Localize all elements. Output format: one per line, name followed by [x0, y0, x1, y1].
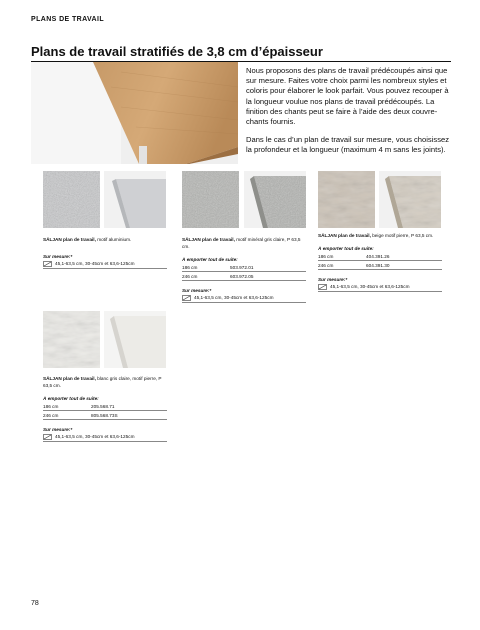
custom-row — [182, 294, 306, 303]
custom-label: Sur mesure:* — [318, 277, 348, 282]
edge-white-stone — [104, 311, 166, 368]
swatch-aluminium — [43, 171, 100, 228]
row-code: 805.568.73S — [91, 412, 118, 418]
measure-icon — [43, 261, 52, 267]
row-code: 603.972.05 — [230, 273, 254, 279]
product-aluminium — [43, 236, 167, 269]
custom-sizes: 45,1-63,5 cm, 30-45cm et 63,6-125cm — [330, 284, 410, 289]
swatch-grey-mineral — [182, 171, 239, 228]
custom-sizes: 45,1-63,5 cm, 30-45cm et 63,6-125cm — [55, 261, 135, 266]
product-white-stone — [43, 375, 167, 442]
table-row — [43, 411, 167, 420]
row-code: 205.568.71 — [91, 403, 115, 409]
row-code: 604.391.30 — [366, 262, 390, 268]
custom-sizes: 45,1-63,5 cm, 30-45cm et 63,6-125cm — [194, 295, 274, 300]
row-size: 186 cm — [182, 264, 198, 270]
row-size: 186 cm — [43, 403, 59, 409]
table-row — [43, 402, 167, 411]
product-name: SÄLJAN plan de travail, — [182, 237, 235, 242]
product-grey-mineral — [182, 236, 306, 303]
table-row — [182, 272, 306, 281]
product-desc: motif aluminium. — [97, 237, 132, 242]
measure-icon — [182, 295, 191, 301]
page-number: 78 — [31, 600, 39, 607]
product-desc: motif minéral gris claire, P 63,5 cm. — [182, 237, 301, 249]
section-label: PLANS DE TRAVAIL — [31, 16, 105, 23]
page-title: Plans de travail stratifiés de 3,8 cm d’épaisseur — [31, 44, 323, 59]
edge-grey-mineral — [244, 171, 306, 228]
intro-text — [246, 66, 451, 164]
hero-worktop-image — [31, 62, 238, 164]
takeaway-label: À emporter tout de suite: — [43, 396, 99, 401]
custom-row — [43, 433, 167, 442]
measure-icon — [43, 434, 52, 440]
custom-label: Sur mesure:* — [43, 254, 73, 259]
row-size: 186 cm — [318, 253, 334, 259]
row-size: 246 cm — [318, 262, 334, 268]
intro-paragraph-2: Dans le cas d’un plan de travail sur mesure, vous choisissez la profondeur et la longueur (maximum 4 m sans les joints). — [246, 135, 450, 155]
custom-row — [43, 260, 167, 269]
edge-aluminium — [104, 171, 166, 228]
custom-label: Sur mesure:* — [182, 288, 212, 293]
row-size: 246 cm — [43, 412, 59, 418]
swatch-beige-stone — [318, 171, 375, 228]
product-name: SÄLJAN plan de travail, — [43, 237, 96, 242]
row-size: 246 cm — [182, 273, 198, 279]
table-row — [318, 252, 442, 261]
table-row — [182, 263, 306, 272]
product-name: SÄLJAN plan de travail, — [43, 376, 96, 381]
custom-row — [318, 283, 442, 292]
product-beige-stone — [318, 232, 442, 292]
custom-label: Sur mesure:* — [43, 427, 73, 432]
table-row — [318, 261, 442, 270]
takeaway-label: À emporter tout de suite: — [318, 246, 374, 251]
custom-sizes: 45,1-63,5 cm, 30-45cm et 63,6-125cm — [55, 434, 135, 439]
product-desc: blanc gris claire, motif pierre, P 63,5 cm. — [43, 376, 162, 388]
intro-paragraph-1: Nous proposons des plans de travail prédécoupés ainsi que sur mesure. Faites votre choix parmi les nombreux styles et coloris pour élaborer le look parfait. Vous pouvez recouper à la longueur voulue nos plans de travail prédécoupés. La finition des chants peut se faire à l’aide des deux couvre-chants fournis. — [246, 66, 449, 127]
row-code: 503.972.01 — [230, 264, 254, 270]
product-name: SÄLJAN plan de travail, — [318, 233, 371, 238]
row-code: 404.391.26 — [366, 253, 390, 259]
measure-icon — [318, 284, 327, 290]
product-desc: beige motif pierre, P 63,5 cm. — [372, 233, 434, 238]
swatch-white-stone — [43, 311, 100, 368]
edge-beige-stone — [379, 171, 441, 228]
takeaway-label: À emporter tout de suite: — [182, 257, 238, 262]
